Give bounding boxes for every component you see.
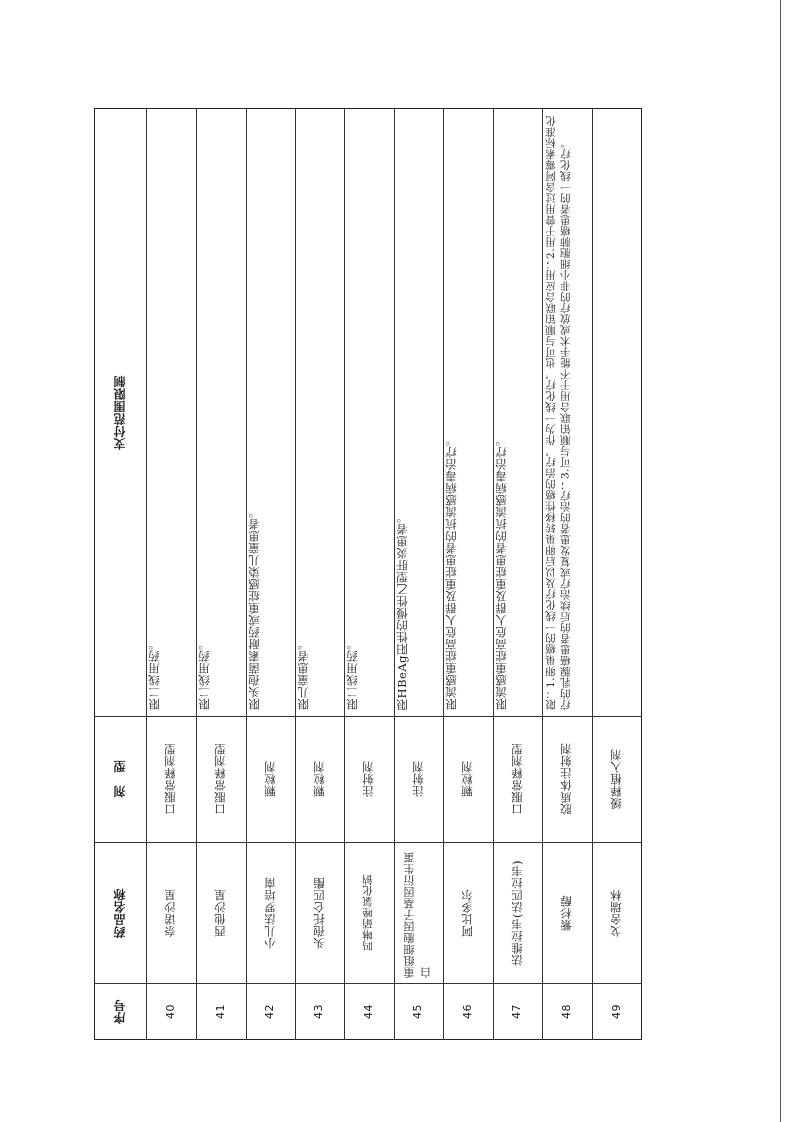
table-row-index: 44 <box>361 1004 375 1019</box>
table-row-form: 颗粒剂 <box>311 761 326 797</box>
table-row-index: 46 <box>460 1004 474 1019</box>
table-row-name: 奈诺沙星 <box>163 888 178 937</box>
page-edge-line <box>780 0 781 1122</box>
table-row-index: 45 <box>411 1004 425 1019</box>
table-row-index: 41 <box>213 1004 227 1019</box>
table-row-restriction: 限：1.卵巢癌的一线化疗及以后卵巢转移性癌的治疗，作为一线化疗，也可与顺铂联合应用；2.用于曾用过含阿霉素标准化疗的乳腺癌患者的后续治疗或复发患者的治疗；3.可与顺铂联合用于不能手术或放疗的非小细胞肺癌患者的一线化疗。 <box>545 115 572 710</box>
table-row-index: 49 <box>609 1004 623 1019</box>
table-row-restriction: 限儿童患者。 <box>296 638 310 710</box>
table-row-form: 注射剂 <box>361 761 376 797</box>
table-row-restriction: 限HBeAg阳性的慢性乙型肝炎患者。 <box>395 510 409 710</box>
header-restriction: 支付范围限制 <box>113 374 127 450</box>
table-row-restriction: 限二线用药。 <box>345 638 359 710</box>
table-row-name: 头孢托仑匹酯 <box>311 876 326 949</box>
table-row-restriction: 限头孢菌素耐药或重症感染儿童患者。 <box>247 506 261 710</box>
table-row-form: 颗粒剂 <box>460 761 475 797</box>
header-index: 序号 <box>113 999 127 1024</box>
table-row-index: 40 <box>163 1004 177 1019</box>
header-name: 药品名称 <box>113 887 127 938</box>
table-row-form: 注射剂 <box>410 761 425 797</box>
table-row-name: 吗啉硝唑氯化钠 <box>362 874 375 951</box>
table-row-restriction: 限流感重症高危人群及重症患者的抗流感病毒治疗。 <box>494 434 508 710</box>
table-row-form: 缓释植入剂 <box>609 749 624 809</box>
table-row-restriction: 限二线用药。 <box>197 638 211 710</box>
table-row-form: 口服常释剂型 <box>213 743 228 815</box>
table-row-restriction <box>592 108 642 716</box>
table-row-name: 法维拉韦(法匹拉韦) <box>509 859 524 966</box>
header-form: 剂 型 <box>113 760 127 798</box>
table-row-index: 47 <box>510 1004 524 1019</box>
table-row-index: 48 <box>559 1004 573 1019</box>
table-row-form: 胶质体注射剂 <box>559 743 574 815</box>
table-row-index: 42 <box>263 1004 277 1019</box>
table-row-name: 紫杉醇 <box>559 894 574 931</box>
table-row-index: 43 <box>312 1004 326 1019</box>
table-row-form: 口服常释剂型 <box>163 743 178 815</box>
table-row-form: 口服常释剂型 <box>509 743 524 815</box>
table-row-restriction: 限流感重症高危人群及重症患者的抗流感病毒治疗。 <box>444 434 458 710</box>
table-row-name: 西他沙星 <box>213 888 228 937</box>
table-row-name: 小儿法罗培南 <box>262 876 277 949</box>
table-row-restriction: 限二线用药。 <box>147 638 161 710</box>
table-row-name: 阿比多尔 <box>460 888 475 937</box>
table-row-form: 颗粒剂 <box>262 761 277 797</box>
table-row-name: 戈舍瑞林 <box>609 888 624 937</box>
table-row-name: 重组细胞因子基因衍生蛋白 <box>403 851 433 978</box>
